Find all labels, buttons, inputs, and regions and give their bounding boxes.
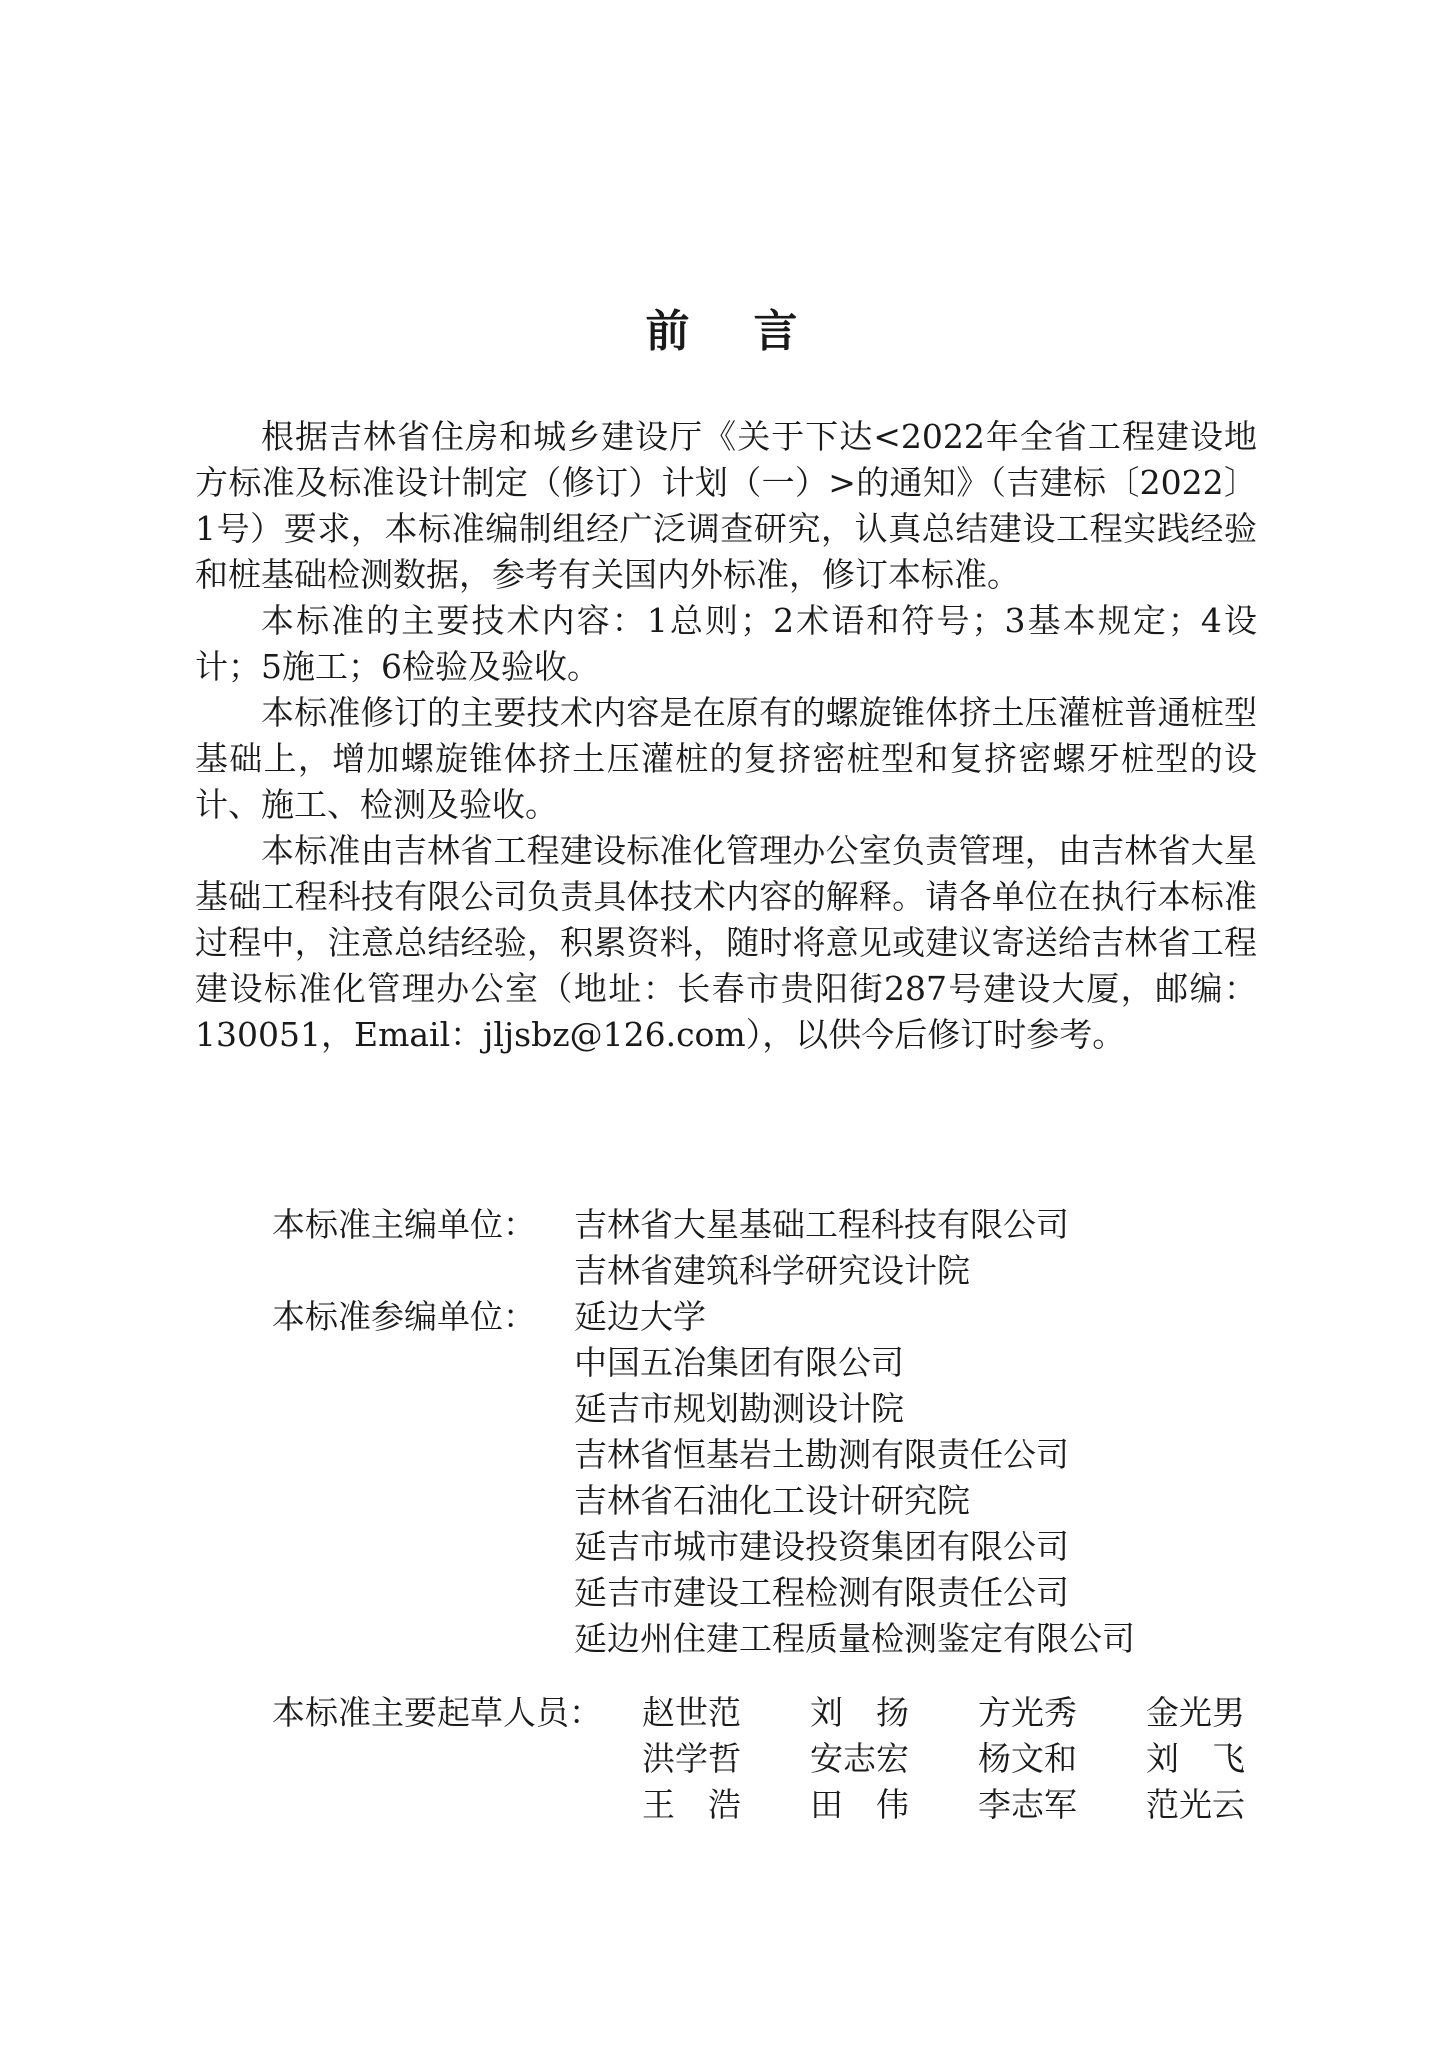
drafter-name: 安志宏 — [810, 1739, 909, 1778]
drafter-name: 金光男 — [1146, 1693, 1245, 1732]
list-item: 中国五冶集团有限公司 — [574, 1343, 904, 1382]
list-item: 延吉市规划勘测设计院 — [574, 1389, 904, 1428]
list-item: 延吉市城市建设投资集团有限公司 — [574, 1527, 1069, 1566]
title-char-2: 言 — [753, 306, 802, 357]
drafters-label: 本标准主要起草人员： — [272, 1693, 602, 1732]
title-char-1: 前 — [645, 306, 694, 357]
paragraph-revision-contents: 本标准修订的主要技术内容是在原有的螺旋锥体挤土压灌桩普通桩型基础上，增加螺旋锥体挤土压灌桩的复挤密桩型和复挤密螺牙桩型的设计、施工、检测及验收。 — [195, 693, 1257, 824]
participating-units-label: 本标准参编单位： — [272, 1297, 536, 1336]
list-item: 吉林省石油化工设计研究院 — [574, 1481, 970, 1520]
participating-units-row — [272, 1294, 1272, 1662]
list-item: 延吉市建设工程检测有限责任公司 — [574, 1573, 1069, 1612]
drafter-name: 洪学哲 — [642, 1739, 741, 1778]
drafter-name: 刘 扬 — [810, 1693, 909, 1732]
list-item: 吉林省建筑科学研究设计院 — [574, 1251, 970, 1290]
list-item: 延边州住建工程质量检测鉴定有限公司 — [574, 1619, 1135, 1658]
drafter-name: 刘 飞 — [1146, 1739, 1245, 1778]
paragraph-main-contents: 本标准的主要技术内容：1总则；2术语和符号；3基本规定；4设计；5施工；6检验及验收。 — [195, 601, 1257, 686]
drafter-name: 方光秀 — [978, 1693, 1077, 1732]
drafter-name: 李志军 — [978, 1785, 1077, 1824]
chief-units-label: 本标准主编单位： — [272, 1205, 536, 1244]
list-item: 延边大学 — [574, 1297, 706, 1336]
paragraph-management: 本标准由吉林省工程建设标准化管理办公室负责管理，由吉林省大星基础工程科技有限公司负责具体技术内容的解释。请各单位在执行本标准过程中，注意总结经验，积累资料，随时将意见或建议寄送给吉林省工程建设标准化管理办公室（地址：长春市贵阳街287号建设大厦，邮编：130051，Email：jljsbz@126.com），以供今后修订时参考。 — [195, 831, 1257, 1054]
list-item: 吉林省大星基础工程科技有限公司 — [574, 1205, 1069, 1244]
list-item: 吉林省恒基岩土勘测有限责任公司 — [574, 1435, 1069, 1474]
participating-units-list — [574, 1294, 1272, 1662]
paragraph-basis: 根据吉林省住房和城乡建设厅《关于下达<2022年全省工程建设地方标准及标准设计制定（修订）计划（一）>的通知》（吉建标〔2022〕1号）要求，本标准编制组经广泛调查研究，认真总结建设工程实践经验和桩基础检测数据，参考有关国内外标准，修订本标准。 — [195, 417, 1257, 594]
drafter-name: 田 伟 — [810, 1785, 909, 1824]
drafter-name: 赵世范 — [642, 1693, 741, 1732]
drafters-names — [642, 1690, 1266, 1828]
chief-units-list — [574, 1202, 1272, 1294]
units-section — [272, 1202, 1272, 1662]
preface-body — [195, 414, 1257, 1058]
chief-units-row — [272, 1202, 1272, 1294]
drafter-name: 杨文和 — [978, 1739, 1077, 1778]
page-title — [0, 302, 1447, 362]
drafter-name: 王 浩 — [642, 1785, 741, 1824]
drafter-name: 范光云 — [1146, 1785, 1245, 1824]
drafters-section — [272, 1690, 1266, 1828]
